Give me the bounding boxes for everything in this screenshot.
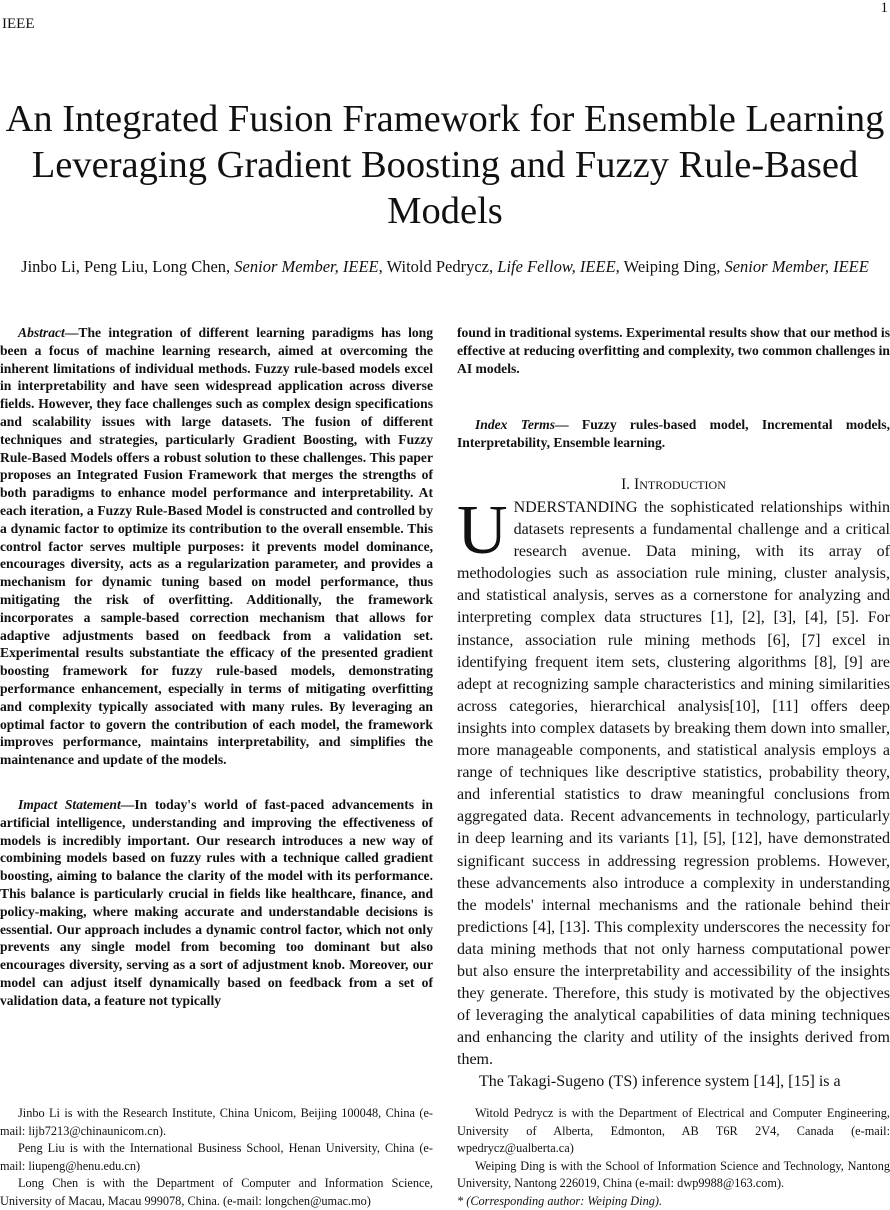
impact-text: —In today's world of fast-paced advancements in artificial intelligence, understanding and improving the effectiveness of models is incredibly important. Our research introduces a new way of combining models based on fuzzy rules with a technique called gradient boosting, aiming to balance the clarity of the model with its performance. This balance is particularly crucial in fields like healthcare, finance, and policy-making, where making accurate and understandable decisions is essential. Our approach includes a dynamic control factor, which not only prevents any single model from becoming too dominant but also encourages diversity, serving as a sort of adjustment knob. Moreover, our model can adjust itself dynamically based on feedback from a set of validation data, a feature not typically xyxy=(0,797,433,1008)
footnote: Weiping Ding is with the School of Information Science and Technology, Nantong University, Nantong 226019, China (e-mail: dwp9988@163.com). xyxy=(457,1158,890,1193)
author-list xyxy=(0,256,890,278)
intro-paragraph xyxy=(457,497,890,1071)
impact-statement xyxy=(0,796,433,1010)
paper-title: An Integrated Fusion Framework for Ensemble Learning Leveraging Gradient Boosting and Fuzzy Rule-Based Models xyxy=(0,96,890,234)
impact-continued xyxy=(457,324,890,377)
drop-cap: U xyxy=(457,501,508,561)
footnote: Jinbo Li is with the Research Institute, China Unicom, Beijing 100048, China (e-mail: lijb7213@chinaunicom.cn). xyxy=(0,1105,433,1140)
author-role: Senior Member, IEEE xyxy=(234,257,378,276)
index-terms-label: Index Terms xyxy=(475,417,555,432)
intro-paragraph: The Takagi-Sugeno (TS) inference system [14], [15] is a xyxy=(457,1071,890,1093)
journal-header: IEEE xyxy=(2,16,34,33)
author-role: Senior Member, IEEE xyxy=(724,257,868,276)
footnote: Witold Pedrycz is with the Department of Electrical and Computer Engineering, University of Alberta, Edmonton, AB T6R 2V4, Canada (e-mail: wpedrycz@ualberta.ca) xyxy=(457,1105,890,1158)
index-terms xyxy=(457,416,890,452)
first-word: NDERSTANDING xyxy=(514,499,638,516)
section-title-rest: NTRODUCTION xyxy=(639,478,726,492)
abstract-label: Abstract xyxy=(18,325,65,340)
footnote: Peng Liu is with the International Business School, Henan University, China (e-mail: liupeng@henu.edu.cn) xyxy=(0,1140,433,1175)
introduction-body xyxy=(457,497,890,1094)
impact-text-continued: found in traditional systems. Experimental results show that our method is effective at reducing overfitting and complexity, two common challenges in AI models. xyxy=(457,324,890,377)
intro-text: the sophisticated relationships within datasets represents a fundamental challenge and a critical research avenue. Data mining, with its array of methodologies such as association rule mining, cluster analysis, and statistical analysis, serves as a cornerstone for analyzing and interpreting complex data structures [1], [2], [3], [4], [5]. For instance, association rule mining methods [6], [7] excel in identifying frequent item sets, clustering algorithms [8], [9] are adept at recognizing sample characteristics and mining similarities across categories, hierarchical analysis[10], [11] offers deep insights into complex datasets by breaking them down into smaller, more manageable components, and statistical analysis employs a range of techniques like descriptive statistics, probability theory, and inferential statistics to draw meaningful conclusions from aggregated data. Recent advancements in technology, particularly in deep learning and its variants [1], [5], [12], have demonstrated significant success in addressing regression problems. However, these advancements also introduce a complexity in understanding the models' internal mechanisms and the rationale behind their predictions [4], [13]. This complexity underscores the necessity for data mining methods that not only harness computational power but also ensure the interpretability and accessibility of the insights they generate. Therefore, this study is motivated by the objectives of leveraging the analytical capabilities of data mining techniques and enhancing the clarity and utility of the insights derived from them. xyxy=(457,499,890,1068)
footnote: Long Chen is with the Department of Computer and Information Science, University of Macau, Macau 999078, China. (e-mail: longchen@umac.mo) xyxy=(0,1175,433,1210)
index-terms-text: — Fuzzy rules-based model, Incremental models, Interpretability, Ensemble learning. xyxy=(457,417,890,450)
corresponding-author: * (Corresponding author: Weiping Ding). xyxy=(457,1193,890,1210)
left-column xyxy=(0,324,433,1009)
footnotes-right xyxy=(457,1105,890,1210)
author-names: , Witold Pedrycz, xyxy=(379,257,498,276)
section-number: I. xyxy=(621,476,634,493)
author-role: Life Fellow, IEEE xyxy=(497,257,615,276)
abstract-text: —The integration of different learning paradigms has long been a focus of machine learning research, aimed at overcoming the inherent limitations of individual methods. Fuzzy rule-based models excel in interpretability and have seen widespread application across diverse fields. However, they face challenges such as complex design specifications and scalability issues with large datasets. The fusion of different techniques and strategies, particularly Gradient Boosting, with Fuzzy Rule-Based Models offers a robust solution to these challenges. This paper proposes an Integrated Fusion Framework that merges the strengths of both paradigms to enhance model performance and interpretability. At each iteration, a Fuzzy Rule-Based Model is constructed and controlled by a dynamic factor to optimize its contribution to the overall ensemble. This control factor serves multiple purposes: it prevents model dominance, encourages diversity, acts as a regularization parameter, and provides a mechanism for dynamic tuning based on model performance, thus mitigating the risk of overfitting. Additionally, the framework incorporates a sample-based correction mechanism that allows for adaptive adjustments based on feedback from a validation set. Experimental results substantiate the efficacy of the presented gradient boosting framework for fuzzy rule-based models, demonstrating performance enhancement, especially in terms of mitigating overfitting and complexity typically associated with many rules. By leveraging an optimal factor to govern the contribution of each model, the framework improves performance, maintains interpretability, and simplifies the maintenance and update of the models. xyxy=(0,325,433,767)
impact-label: Impact Statement xyxy=(18,797,121,812)
section-heading xyxy=(457,476,890,494)
page-number: 1 xyxy=(881,0,889,17)
abstract xyxy=(0,324,433,769)
footnotes-left xyxy=(0,1105,433,1210)
author-names: Jinbo Li, Peng Liu, Long Chen, xyxy=(21,257,234,276)
section-title: I xyxy=(634,476,639,493)
author-names: , Weiping Ding, xyxy=(616,257,725,276)
